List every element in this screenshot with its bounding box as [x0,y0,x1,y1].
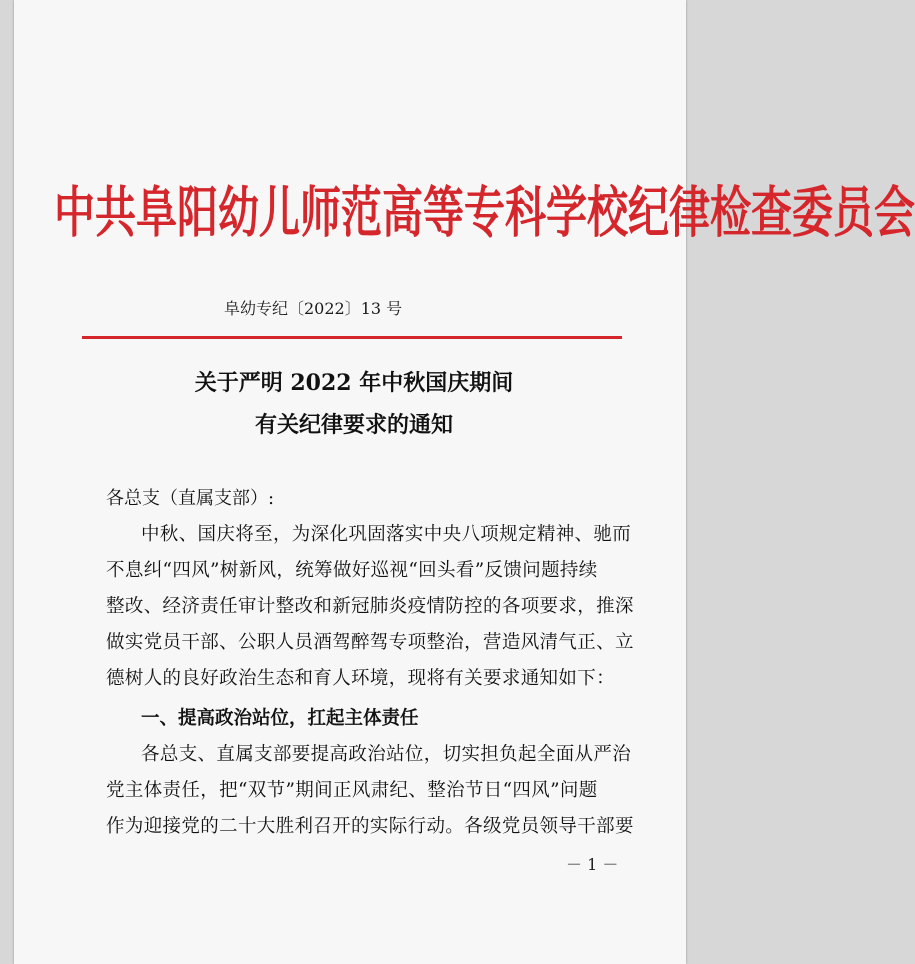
addressee: 各总支（直属支部）: [106,488,275,509]
notice-title-line-1: 关于严明 2022 年中秋国庆期间 [194,370,514,396]
paragraph-line: 德树人的良好政治生态和育人环境，现将有关要求通知如下： [106,668,615,689]
organization-header: 中共阜阳幼儿师范高等专科学校纪律检查委员会 [54,180,915,245]
notice-title-line-2: 有关纪律要求的通知 [254,412,453,438]
paragraph-line: 中秋、国庆将至，为深化巩固落实中央八项规定精神、驰而 [141,524,632,545]
paragraph-line: 整改、经济责任审计整改和新冠肺炎疫情防控的各项要求，推深 [106,596,634,617]
paragraph-line: 各总支、直属支部要提高政治站位，切实担负起全面从严治 [141,744,632,765]
paragraph-line: 作为迎接党的二十大胜利召开的实际行动。各级党员领导干部要 [106,816,634,837]
paragraph-line: 做实党员干部、公职人员酒驾醉驾专项整治，营造风清气正、立 [106,632,634,653]
document-number: 阜幼专纪〔2022〕13 号 [224,299,403,318]
section-heading-1: 一、提高政治站位，扛起主体责任 [141,708,419,729]
document-page [14,0,915,964]
red-divider-line [82,336,622,339]
paragraph-line: 党主体责任，把“双节”期间正风肃纪、整治节日“四风”问题 [106,780,598,801]
paragraph-line: 不息纠“四风”树新风，统筹做好巡视“回头看”反馈问题持续 [106,560,598,581]
page-number: － 1 － [566,855,619,874]
